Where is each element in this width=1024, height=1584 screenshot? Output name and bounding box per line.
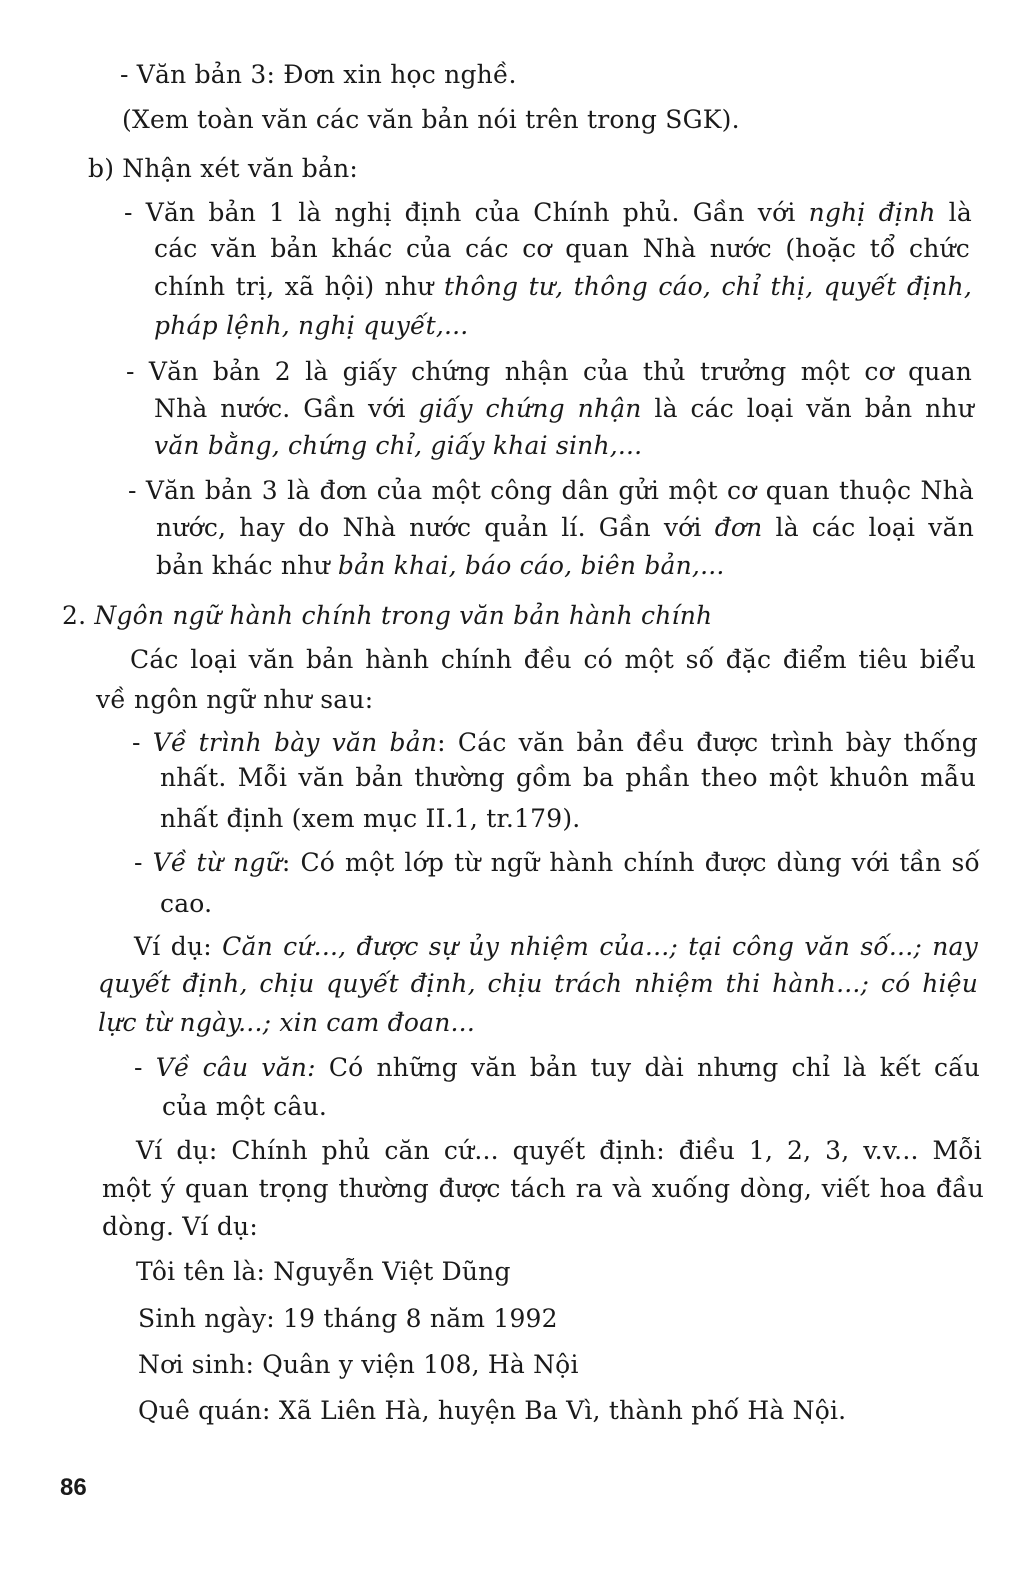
text-run: 2. [62, 601, 95, 630]
text-run: b) Nhận xét văn bản: [88, 154, 359, 183]
text-run: : Các văn bản đều được trình bày thống [437, 728, 979, 757]
italic-text: bản khai, báo cáo, biên bản,... [337, 551, 725, 580]
text-line [160, 761, 976, 795]
text-run: các văn bản khác của các cơ quan Nhà nước (hoặc tổ chức [154, 234, 970, 263]
text-run: dòng. Ví dụ: [102, 1212, 258, 1241]
text-run: là [935, 198, 972, 227]
italic-text: giấy chứng nhận [418, 394, 642, 423]
text-line [154, 429, 642, 463]
text-line [138, 1302, 558, 1336]
text-line [120, 58, 517, 92]
italic-text: Về trình bày văn bản [152, 728, 438, 757]
text-run: - Văn bản 1 là nghị định của Chính phủ. Gần với [124, 198, 809, 227]
text-line [122, 103, 740, 137]
text-line [160, 887, 212, 921]
text-run: Nơi sinh: Quân y viện 108, Hà Nội [138, 1350, 579, 1379]
text-line [136, 1255, 511, 1289]
text-run: - [132, 728, 153, 757]
italic-text: Căn cứ..., được sự ủy nhiệm của...; tại công văn số...; nay [222, 932, 978, 961]
italic-text: văn bằng, chứng chỉ, giấy khai sinh,... [154, 431, 643, 460]
text-line [98, 967, 978, 1001]
text-run: - [134, 848, 153, 877]
text-run: Quê quán: Xã Liên Hà, huyện Ba Vì, thành phố Hà Nội. [138, 1396, 847, 1425]
text-line [156, 511, 974, 545]
text-run: nhất. Mỗi văn bản thường gồm ba phần theo một khuôn mẫu [160, 763, 976, 792]
text-run: (Xem toàn văn các văn bản nói trên trong SGK). [122, 105, 740, 134]
text-run: Các loại văn bản hành chính đều có một số đặc điểm tiêu biểu [130, 645, 976, 674]
text-run: là các loại văn [762, 513, 975, 542]
text-line [134, 1051, 980, 1085]
text-run: là các loại văn bản như [641, 394, 974, 423]
text-line [162, 1090, 327, 1124]
italic-text: pháp lệnh, nghị quyết,... [154, 311, 469, 340]
text-run: Có những văn bản tuy dài nhưng chỉ là kết cấu [315, 1053, 981, 1082]
text-run: - [134, 1053, 156, 1082]
page-number: 86 [60, 1474, 87, 1501]
text-run: Ví dụ: [134, 932, 223, 961]
italic-text: lực từ ngày...; xin cam đoan... [98, 1008, 475, 1037]
text-line [156, 549, 725, 583]
italic-text: thông tư, thông cáo, chỉ thị, quyết định, [443, 272, 972, 301]
text-line [138, 1348, 579, 1382]
italic-text: đơn [714, 513, 763, 542]
text-run: của một câu. [162, 1092, 328, 1121]
text-line [124, 196, 972, 230]
text-run: - Văn bản 3 là đơn của một công dân gửi một cơ quan thuộc Nhà [128, 476, 974, 505]
text-line [154, 270, 972, 304]
text-run: Ví dụ: Chính phủ căn cứ... quyết định: điều 1, 2, 3, v.v... Mỗi [136, 1136, 982, 1165]
text-run: - Văn bản 3: Đơn xin học nghề. [120, 60, 517, 89]
text-line [132, 726, 978, 760]
subsection-heading [88, 152, 358, 186]
text-run: Nhà nước. Gần với [154, 394, 419, 423]
text-run: chính trị, xã hội) như [154, 272, 444, 301]
text-line [96, 683, 373, 717]
text-line [130, 643, 976, 677]
text-run: một ý quan trọng thường được tách ra và xuống dòng, viết hoa đầu [102, 1174, 984, 1203]
section-heading [62, 599, 712, 633]
text-line [126, 355, 972, 389]
text-line [136, 1134, 982, 1168]
text-line [134, 930, 978, 964]
text-run: về ngôn ngữ như sau: [96, 685, 374, 714]
text-run: nước, hay do Nhà nước quản lí. Gần với [156, 513, 715, 542]
italic-text: Về câu văn: [155, 1053, 316, 1082]
text-run: Tôi tên là: Nguyễn Việt Dũng [136, 1257, 511, 1286]
text-line [138, 1394, 846, 1428]
text-line [102, 1172, 984, 1206]
text-line [102, 1210, 258, 1244]
text-line [134, 846, 980, 880]
text-line [154, 392, 974, 426]
text-line [160, 802, 580, 836]
text-line [154, 309, 468, 343]
italic-text: Về từ ngữ [152, 848, 282, 877]
text-run: - Văn bản 2 là giấy chứng nhận của thủ trưởng một cơ quan [126, 357, 972, 386]
text-run: nhất định (xem mục II.1, tr.179). [160, 804, 581, 833]
text-run: cao. [160, 889, 213, 918]
text-line [98, 1006, 475, 1040]
text-line [154, 232, 970, 266]
italic-text: quyết định, chịu quyết định, chịu trách nhiệm thi hành...; có hiệu [98, 969, 978, 998]
text-run: Sinh ngày: 19 tháng 8 năm 1992 [138, 1304, 558, 1333]
italic-text: Ngôn ngữ hành chính trong văn bản hành chính [94, 601, 713, 630]
text-run: : Có một lớp từ ngữ hành chính được dùng với tần số [281, 848, 981, 877]
text-line [128, 474, 974, 508]
italic-text: nghị định [808, 198, 936, 227]
text-run: bản khác như [156, 551, 338, 580]
